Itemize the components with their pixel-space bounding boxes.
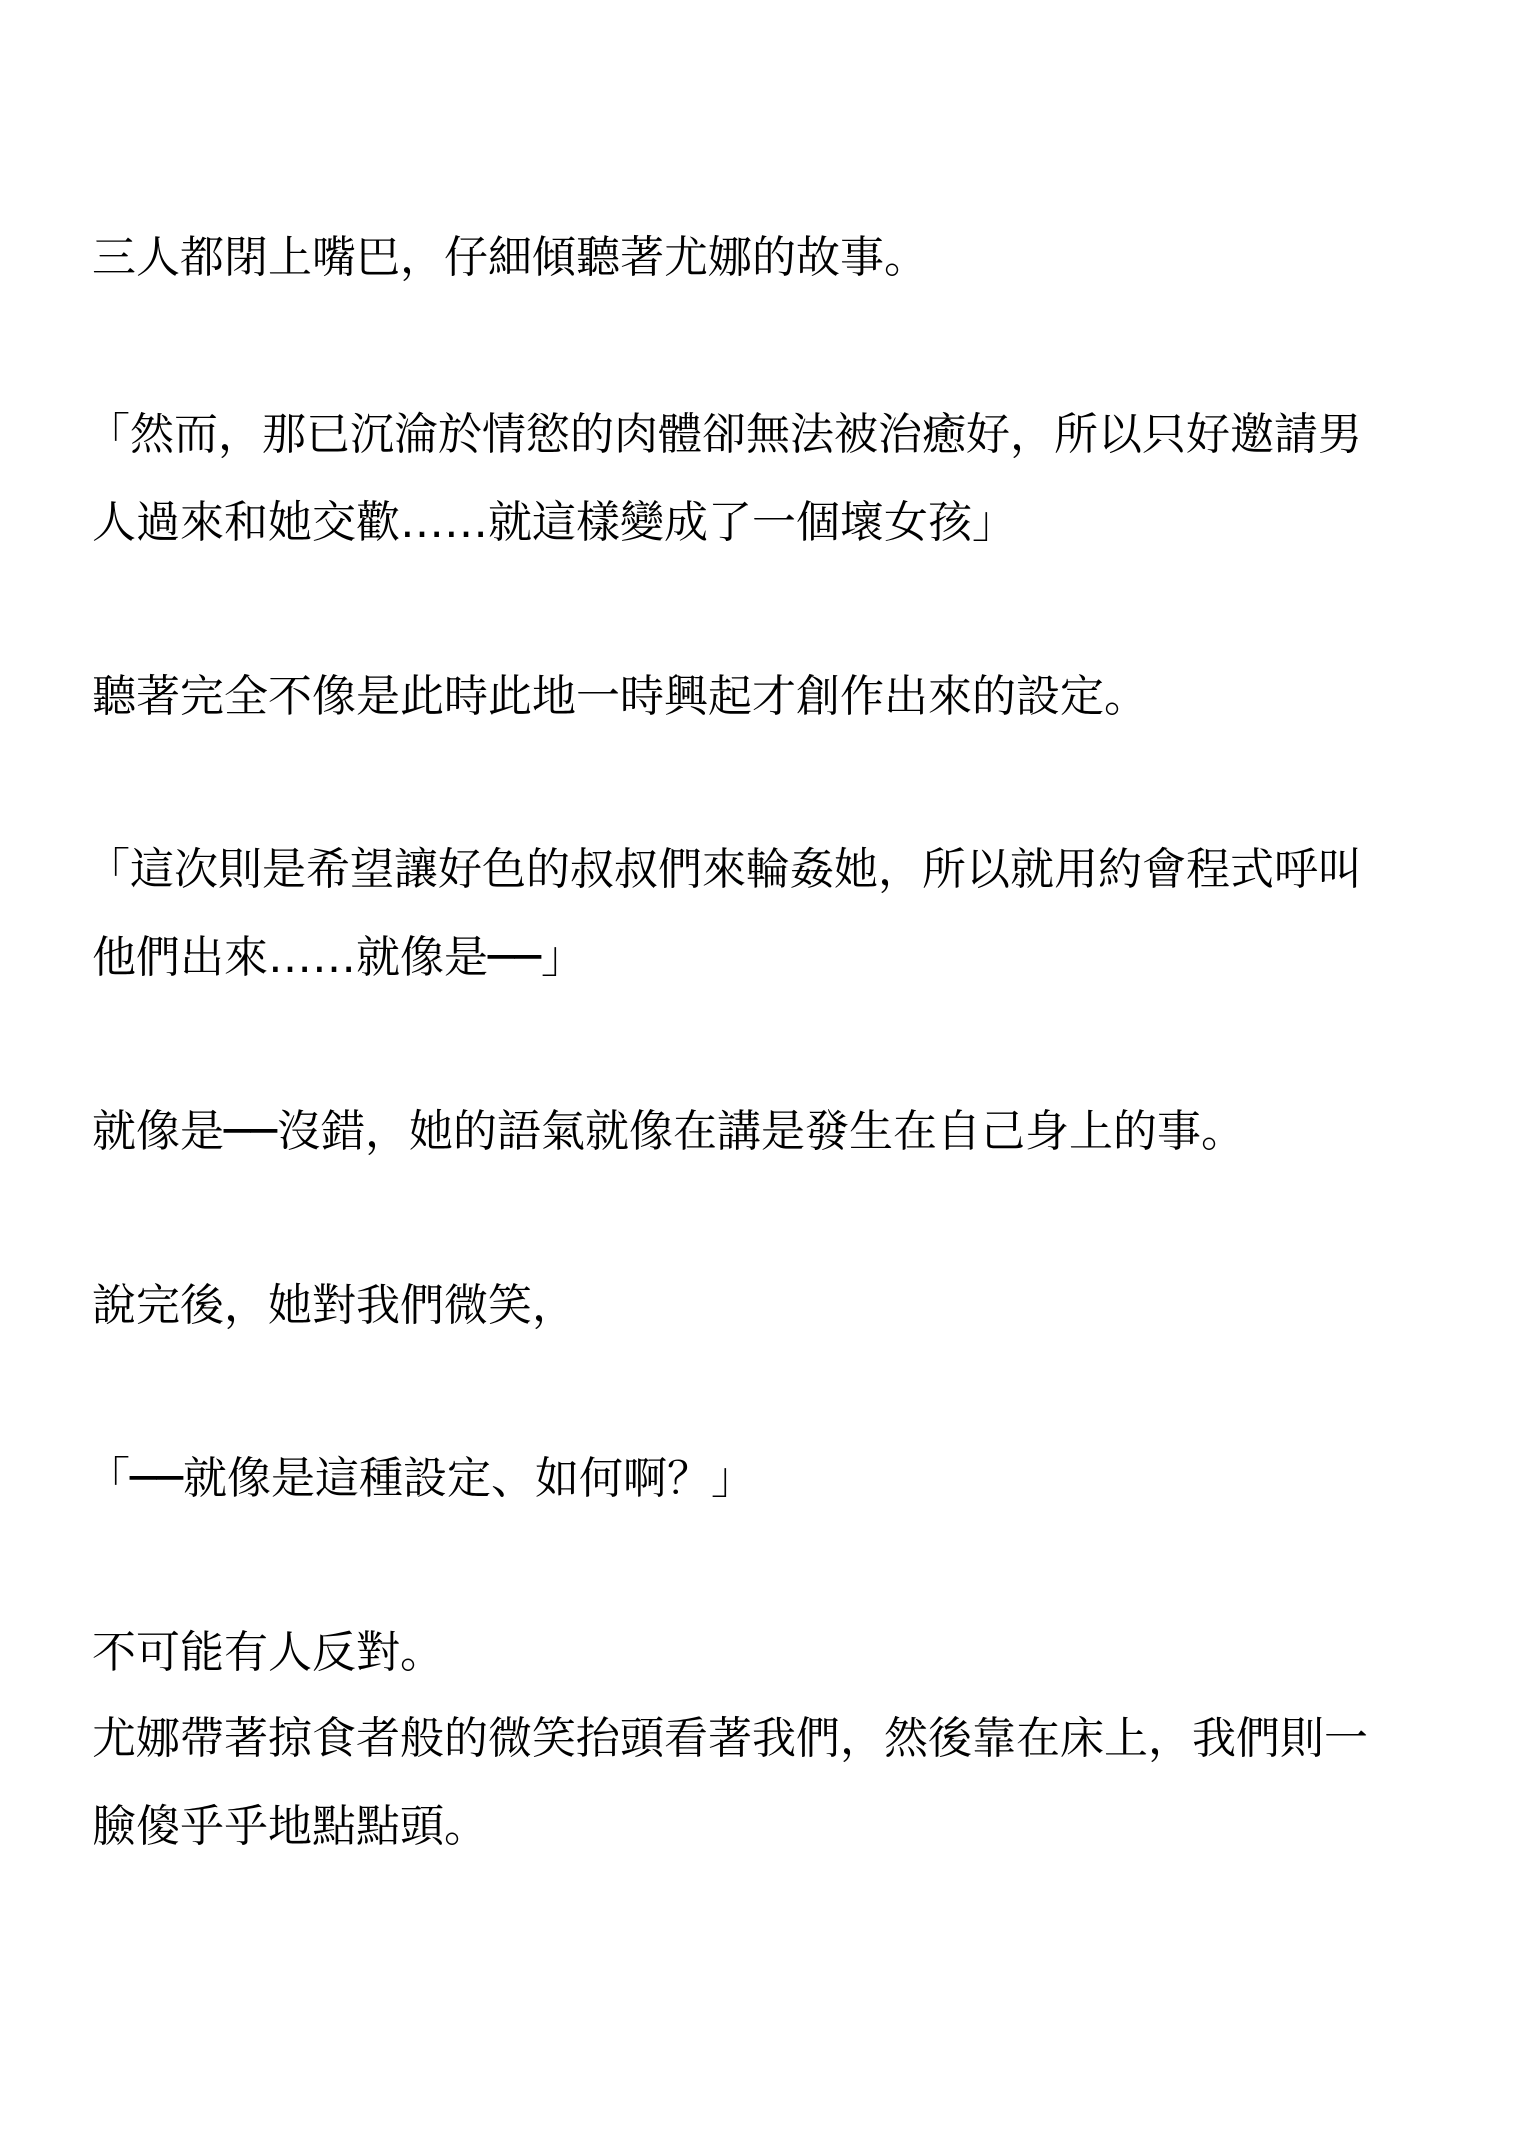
text-line-5: 「這次則是希望讓好色的叔叔們來輪姦她，所以就用約會程式呼叫 — [86, 844, 1362, 895]
text-line-2: 「然而，那已沉淪於情慾的肉體卻無法被治癒好，所以只好邀請男 — [86, 409, 1362, 460]
text-line-4: 聽著完全不像是此時此地一時興起才創作出來的設定。 — [92, 671, 1148, 722]
text-line-8: 說完後，她對我們微笑， — [92, 1280, 576, 1331]
text-line-7: 就像是──沒錯，她的語氣就像在講是發生在自己身上的事。 — [92, 1106, 1245, 1157]
text-line-3: 人過來和她交歡……就這樣變成了一個壞女孩」 — [92, 497, 1016, 548]
text-line-12: 臉傻乎乎地點點頭。 — [92, 1801, 488, 1852]
text-line-11: 尤娜帶著掠食者般的微笑抬頭看著我們，然後靠在床上，我們則一 — [92, 1713, 1368, 1764]
text-line-10: 不可能有人反對。 — [92, 1627, 444, 1678]
text-line-9: 「──就像是這種設定、如何啊？」 — [86, 1453, 755, 1504]
text-line-6: 他們出來……就像是──」 — [92, 932, 585, 983]
text-line-1: 三人都閉上嘴巴，仔細傾聽著尤娜的故事。 — [92, 232, 928, 283]
